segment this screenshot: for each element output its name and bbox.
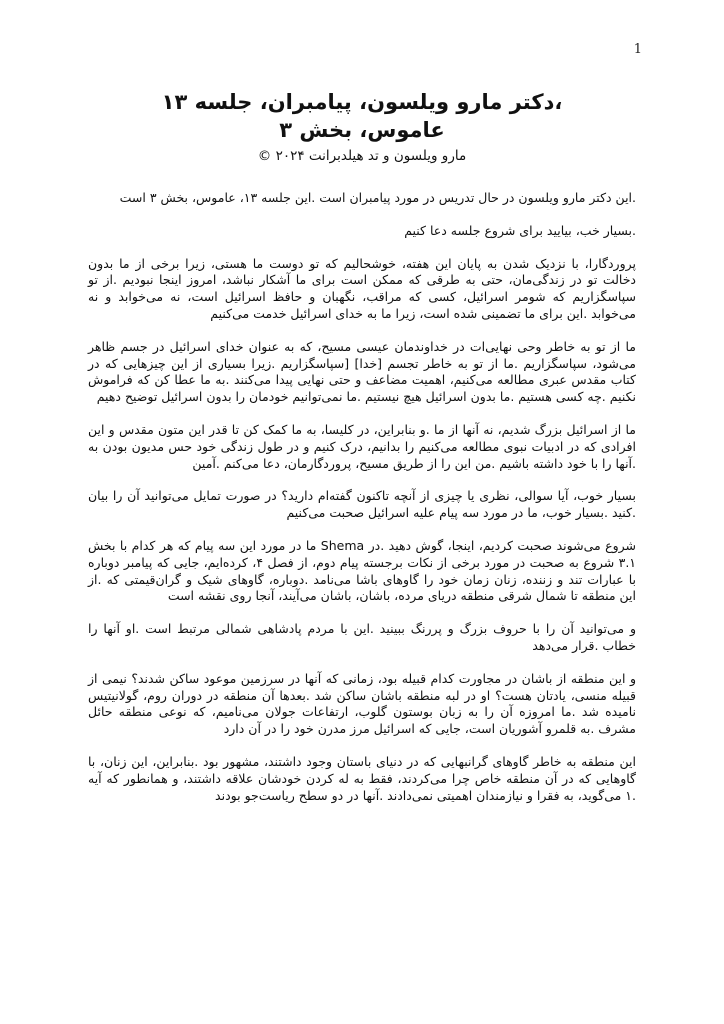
document-header: [70, 88, 654, 166]
paragraph-4: ما از تو به خاطر وحی نهایی‌ات در خداوندمان عیسی مسیح، که به عنوان خدای اسرائیل در جسم ظاهر می‌شود، سپاسگزاریم .ما از تو به خاطر تجسم [خدا] [سپاسگزاریم .زیرا بسیاری از این چیزهایی که در کتاب مقدس عبری مطالعه می‌کنیم، اهمیت مضاعف و حتی نهایی پیدا می‌کنند .به ما عطا کن که فراموش نکنیم .چه کسی هستیم .ما بدون اسرائیل هیچ نیستیم .ما نمی‌توانیم خودمان را بدون اسرائیل توضیح دهیم: [88, 338, 636, 405]
paragraph-10: این منطقه به خاطر گاوهای گرانبهایی که در دنیای باستان وجود داشتند، مشهور بود .بنابراین، این زنان، با گاوهایی که در آن منطقه خاص چرا می‌کردند، فقط به له کردن خودشان علاقه داشتند، و همانطور که آیه .۱ می‌گوید، به فقرا و نیازمندان اهمیتی نمی‌دادند .آنها در دو سطح ریاست‌جو بودند: [88, 753, 636, 803]
title-line-2: عاموس، بخش ۳: [279, 118, 445, 142]
paragraph-9: و این منطقه از باشان در مجاورت کدام قبیله بود، زمانی که آنها در سرزمین موعود ساکن شدند؟ نیمی از قبیله منسی، یادتان هست؟ او در لبه منطقه باشان ساکن شد .بعدها آن منطقه در دوران روم، گولانیتیس نامیده شد .ما امروزه آن را به زبان بوستون گلوب، ارتفاعات جولان می‌نامیم، که نوعی منطقه حائل مشرف .به قلمرو آشوریان است، جایی که اسرائیل مرز مدرن خود را در آن دارد: [88, 670, 636, 737]
paragraph-6: بسیار خوب، آیا سوالی، نظری یا چیزی از آنچه تاکنون گفته‌ام دارید؟ در صورت تمایل می‌توانید آن را بیان .کنید .بسیار خوب، ما در مورد سه پیام علیه اسرائیل صحبت می‌کنیم: [88, 488, 636, 521]
title-line-1: ،دکتر مارو ویلسون، پیامبران، جلسه ۱۳: [161, 90, 563, 114]
paragraph-3: پروردگارا، با نزدیک شدن به پایان این هفته، خوشحالیم که تو دوست ما هستی، زیرا برخی از ما بدون دخالت تو در زندگی‌مان، حتی به طرقی که ممکن است برای ما آشکار نباشد، امروز اینجا نبودیم .از تو سپاسگزاریم که شومر اسرائیل، کسی که مراقب، نگهبان و حافظ اسرائیل است، نه می‌خوابد و نه می‌خوابد .این برای ما تضمینی شده است، زیرا ما به خدای اسرائیل خدمت می‌کنیم: [88, 255, 636, 321]
page-number: 1: [633, 42, 642, 57]
paragraph-8: و می‌توانید آن را با حروف بزرگ و پررنگ ببینید .این با مردم پادشاهی شمالی مرتبط است .او آنها را خطاب .قرار می‌دهد: [88, 621, 636, 653]
byline-copyright: مارو ویلسون و تد هیلدبرانت ۲۰۲۴ ©: [257, 148, 467, 164]
document-body: [88, 190, 636, 820]
paragraph-1: .این دکتر مارو ویلسون در حال تدریس در مورد پیامبران است .این جلسه ۱۳، عاموس، بخش ۳ است: [119, 190, 636, 205]
paragraph-2: .بسیار خب، بیایید برای شروع جلسه دعا کنیم: [404, 222, 636, 238]
paragraph-7: شروع می‌شوند صحبت کردیم، اینجا، گوش دهید .در Shema ما در مورد این سه پیام که هر کدام با بخش ۳.۱ شروع به صحبت در مورد برخی از نکات برجسته پیام دوم، از فصل ۴، کرده‌ایم، جایی که پیامبر دوباره با عبارات تند و زننده، زنان زمان خود را گاوهای باشا می‌نامد .دوباره، گاوهای شیک و گران‌قیمتی که .از این منطقه تا شمال شرقی منطقه دریای مرده، باشان، باشان می‌آیند، آنجا روی نقشه است: [88, 537, 637, 604]
paragraph-5: ما از اسرائیل بزرگ شدیم، نه آنها از ما .و بنابراین، در کلیسا، به ما کمک کن تا قدر این متون مقدس و این افرادی که در ادبیات نبوی مطالعه می‌کنیم را بدانیم، درک کنیم و در طول زندگی خود حس مدیون بودن به .آنها را با خود داشته باشیم .من این را از طریق مسیح، پروردگارمان، دعا می‌کنم .آمین: [88, 421, 636, 471]
